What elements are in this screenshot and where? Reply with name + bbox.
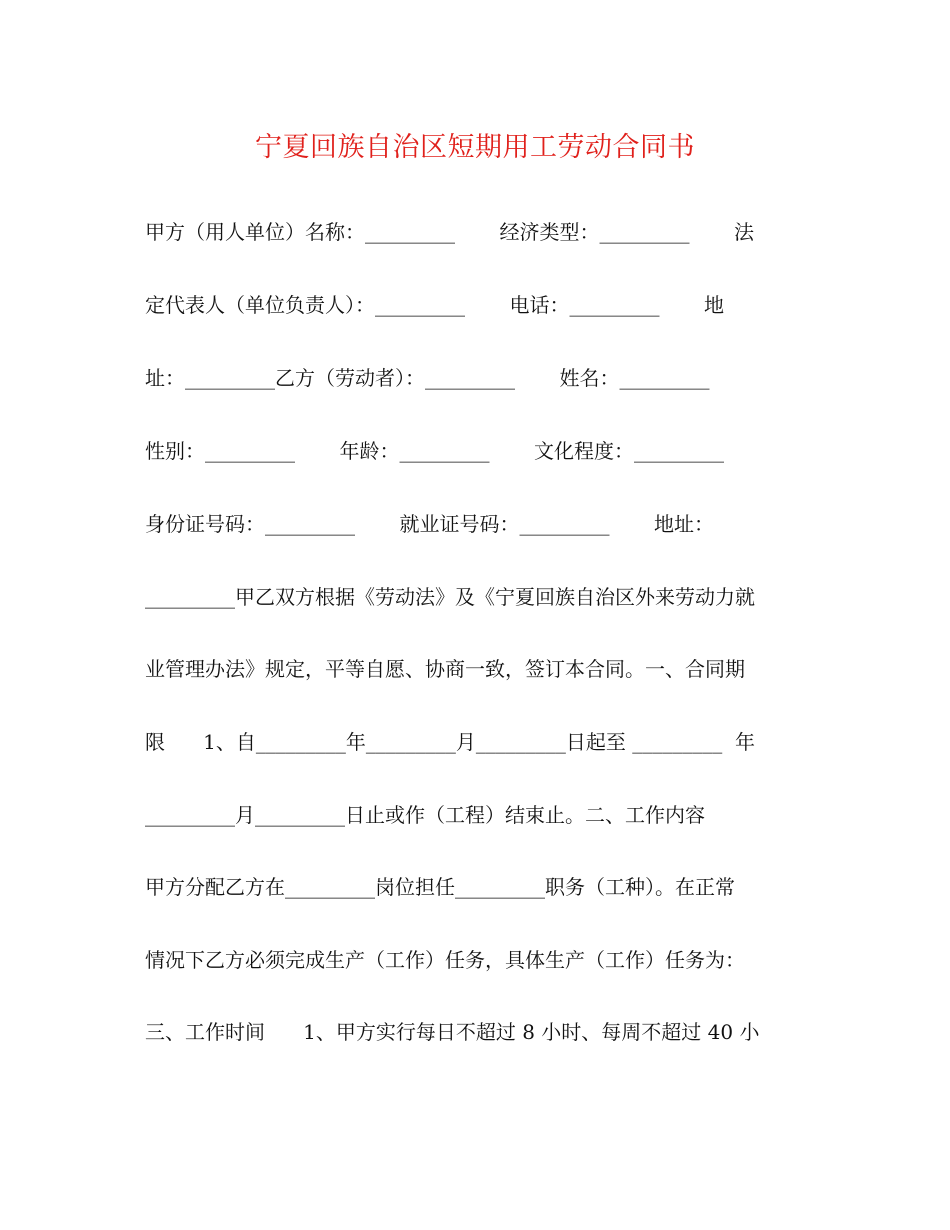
text-line-3: 址：_________乙方（劳动者）：_________ 姓名：_________ bbox=[145, 366, 710, 390]
text-line-1: 甲方（用人单位）名称：_________ 经济类型：_________ 法 bbox=[145, 220, 755, 244]
text-line-8: 限 1、自_________年_________月_________日起至 _________ 年 bbox=[145, 730, 755, 754]
text-line-11: 情况下乙方必须完成生产（工作）任务，具体生产（工作）任务为： bbox=[145, 948, 745, 972]
text-line-9: _________月_________日止或作（工程）结束止。二、工作内容 bbox=[145, 803, 705, 827]
text-line-2: 定代表人（单位负责人）：_________ 电话：_________ 地 bbox=[145, 293, 725, 317]
text-line-6: _________甲乙双方根据《劳动法》及《宁夏回族自治区外来劳动力就 bbox=[145, 585, 755, 609]
text-line-7: 业管理办法》规定，平等自愿、协商一致，签订本合同。一、合同期 bbox=[145, 657, 745, 681]
text-line-10: 甲方分配乙方在_________岗位担任_________职务（工种）。在正常 bbox=[145, 875, 735, 899]
text-line-5: 身份证号码：_________ 就业证号码：_________ 地址： bbox=[145, 512, 715, 536]
text-line-12: 三、工作时间 1、甲方实行每日不超过 8 小时、每周不超过 40 小 bbox=[145, 1020, 760, 1044]
document-title: 宁夏回族自治区短期用工劳动合同书 bbox=[255, 132, 695, 163]
text-line-4: 性别：_________ 年龄：_________ 文化程度：_________ bbox=[145, 439, 725, 463]
